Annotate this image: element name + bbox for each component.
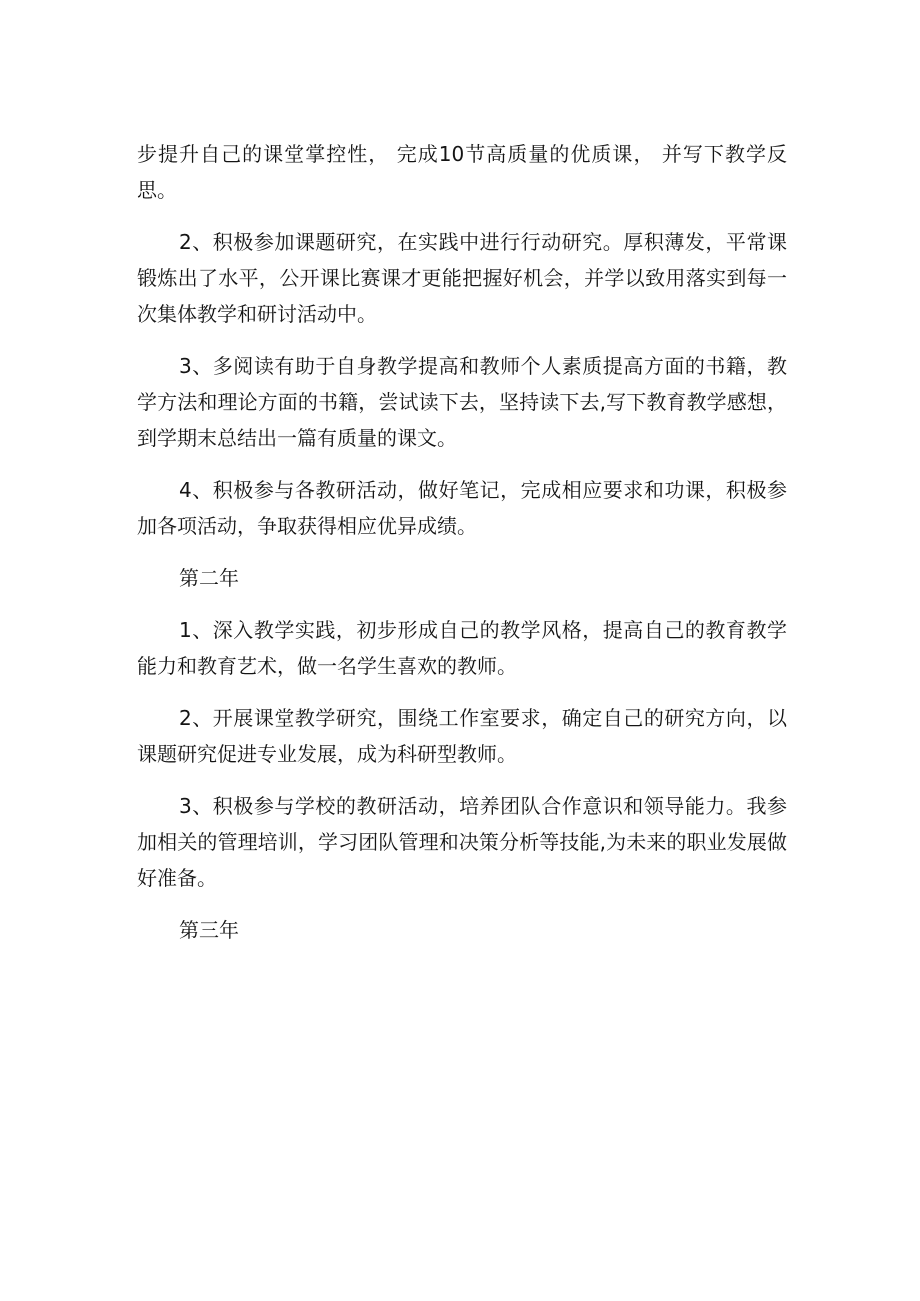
- paragraph-item-3: 3、多阅读有助于自身教学提高和教师个人素质提高方面的书籍，教学方法和理论方面的书籍，尝试读下去，坚持读下去,写下教育教学感想，到学期末总结出一篇有质量的课文。: [137, 354, 787, 450]
- paragraph-item-4: 4、积极参与各教研活动，做好笔记，完成相应要求和功课，积极参加各项活动，争取获得相应优异成绩。: [137, 478, 787, 538]
- paragraph-year2-item-3: 3、积极参与学校的教研活动，培养团队合作意识和领导能力。我参加相关的管理培训，学习团队管理和决策分析等技能,为未来的职业发展做好准备。: [137, 794, 787, 890]
- document-body: [137, 136, 787, 964]
- paragraph-item-2: 2、积极参加课题研究，在实践中进行行动研究。厚积薄发，平常课锻炼出了水平，公开课比赛课才更能把握好机会，并学以致用落实到每一次集体教学和研讨活动中。: [137, 230, 787, 326]
- section-heading-year-3: 第三年: [179, 918, 239, 942]
- paragraph-year2-item-2: 2、开展课堂教学研究，围绕工作室要求，确定自己的研究方向，以课题研究促进专业发展，成为科研型教师。: [137, 706, 787, 766]
- paragraph-year2-item-1: 1、深入教学实践，初步形成自己的教学风格，提高自己的教育教学能力和教育艺术，做一名学生喜欢的教师。: [137, 618, 787, 678]
- section-heading-year-2: 第二年: [179, 566, 239, 590]
- paragraph-continuation: 步提升自己的课堂掌控性， 完成10节高质量的优质课， 并写下教学反思。: [137, 142, 787, 202]
